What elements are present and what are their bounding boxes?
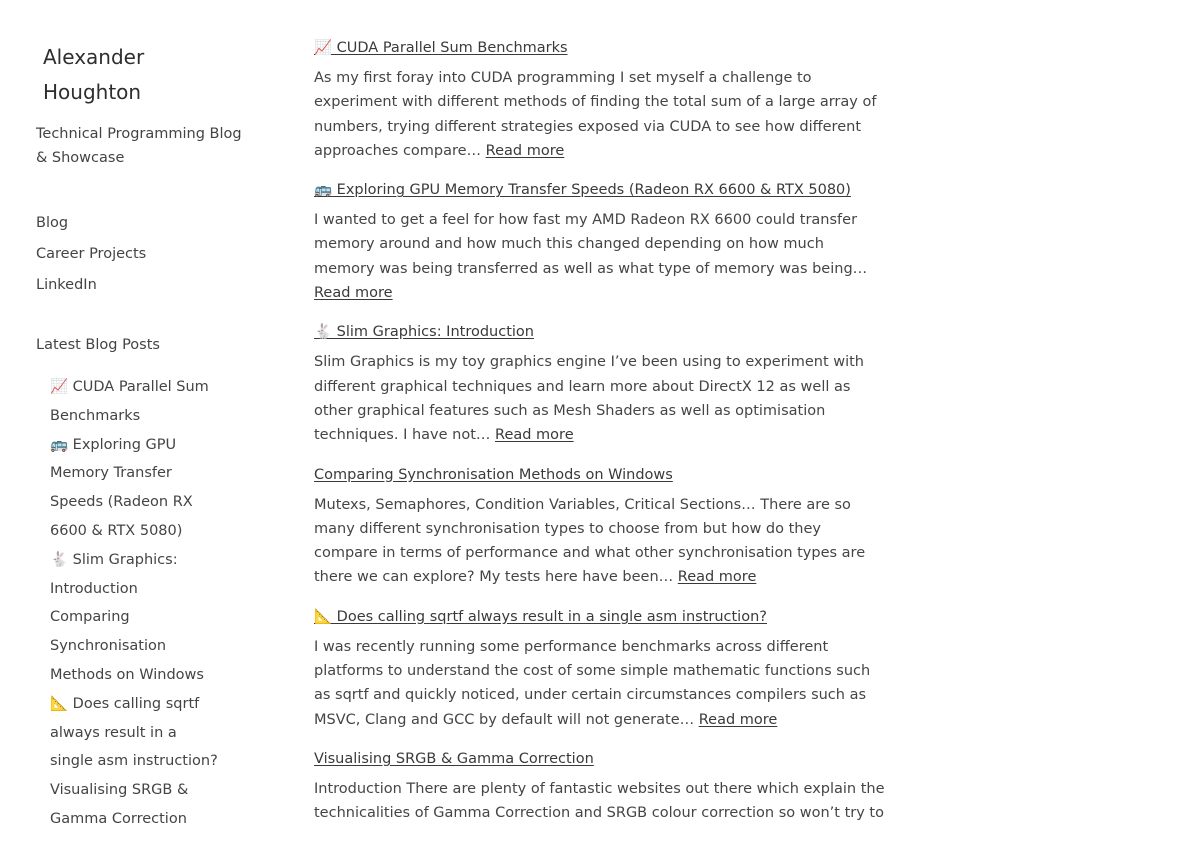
- post-excerpt: [314, 208, 886, 305]
- list-item: [50, 776, 220, 834]
- list-item: [50, 373, 220, 431]
- post-title-link[interactable]: Comparing Synchronisation Methods on Windows: [314, 466, 673, 483]
- post-card: [314, 178, 886, 305]
- list-item: [50, 546, 220, 604]
- post-title-link[interactable]: 📐 Does calling sqrtf always result in a single asm instruction?: [314, 608, 767, 625]
- latest-post-link[interactable]: 🚌 Exploring GPU Memory Transfer Speeds (Radeon RX 6600 & RTX 5080): [50, 436, 193, 539]
- post-title-link[interactable]: Visualising SRGB & Gamma Correction: [314, 750, 594, 767]
- site-tagline: Technical Programming Blog & Showcase: [36, 126, 242, 166]
- post-card: [314, 463, 886, 590]
- site-title-line1[interactable]: Alexander: [43, 45, 145, 69]
- post-feed: [314, 36, 886, 841]
- sidebar: [36, 40, 246, 834]
- read-more-link[interactable]: Read more: [314, 285, 393, 302]
- site-title-line2[interactable]: Houghton: [43, 80, 142, 104]
- post-title-link[interactable]: 🚌 Exploring GPU Memory Transfer Speeds (Radeon RX 6600 & RTX 5080): [314, 182, 851, 199]
- post-excerpt: [314, 635, 886, 732]
- list-item: [50, 690, 220, 776]
- post-card: [314, 36, 886, 163]
- post-excerpt: [314, 350, 886, 447]
- latest-post-link[interactable]: 🐇 Slim Graphics: Introduction: [50, 551, 178, 597]
- post-card: [314, 747, 886, 826]
- post-excerpt-text: I was recently running some performance benchmarks across different platforms to understand the cost of some simple mathematic functions such as sqrtf and quickly noticed, under certain circumstances compilers such as MSVC, Clang and GCC by default will not generate…: [314, 638, 871, 728]
- post-excerpt: [314, 777, 886, 826]
- list-item: [50, 431, 220, 546]
- read-more-link[interactable]: Read more: [698, 711, 778, 728]
- post-excerpt: [314, 66, 886, 163]
- nav-item-blog[interactable]: Blog: [36, 215, 69, 231]
- site-title[interactable]: [43, 40, 246, 110]
- read-more-link[interactable]: Read more: [485, 142, 565, 159]
- post-excerpt-text: I wanted to get a feel for how fast my AMD Radeon RX 6600 could transfer memory around and how much this changed depending on how much memory was being transferred as well as what type of memory was being…: [314, 212, 868, 277]
- post-card: [314, 320, 886, 447]
- post-card: [314, 605, 886, 732]
- post-excerpt: [314, 493, 886, 590]
- post-title-link[interactable]: 🐇 Slim Graphics: Introduction: [314, 324, 534, 341]
- latest-post-link[interactable]: Comparing Synchronisation Methods on Windows: [50, 609, 204, 683]
- post-title-link[interactable]: 📈 CUDA Parallel Sum Benchmarks: [314, 40, 568, 56]
- post-excerpt-text: Slim Graphics is my toy graphics engine I’ve been using to experiment with different graphical techniques and learn more about DirectX 12 as well as other graphical features such as Mesh Shaders as well as optimisation techniques. I have not…: [314, 354, 865, 444]
- latest-post-link[interactable]: 📈 CUDA Parallel Sum Benchmarks: [50, 379, 209, 424]
- read-more-link[interactable]: Read more: [677, 569, 757, 586]
- latest-posts-list: [50, 373, 220, 834]
- read-more-link[interactable]: Read more: [495, 427, 574, 444]
- main-nav: [36, 208, 246, 301]
- latest-post-link[interactable]: 📐 Does calling sqrtf always result in a single asm instruction?: [50, 695, 218, 770]
- post-excerpt-text: Introduction There are plenty of fantastic websites out there which explain the technicalities of Gamma Correction and SRGB colour correction so won’t try to: [314, 780, 885, 822]
- latest-post-link[interactable]: Visualising SRGB & Gamma Correction: [50, 782, 189, 827]
- nav-item-linkedin[interactable]: LinkedIn: [36, 277, 97, 293]
- latest-posts-heading: Latest Blog Posts: [36, 337, 160, 353]
- post-excerpt-text: As my first foray into CUDA programming I set myself a challenge to experiment with different methods of finding the total sum of a large array of numbers, trying different strategies exposed via CUDA to see how different approaches compare…: [314, 70, 877, 159]
- post-excerpt-text: Mutexs, Semaphores, Condition Variables, Critical Sections… There are so many different synchronisation types to choose from but how do they compare in terms of performance and what other synchronisation types are there we can explore? My tests here have been…: [314, 496, 866, 586]
- nav-item-career-projects[interactable]: Career Projects: [36, 246, 147, 262]
- list-item: [50, 603, 220, 689]
